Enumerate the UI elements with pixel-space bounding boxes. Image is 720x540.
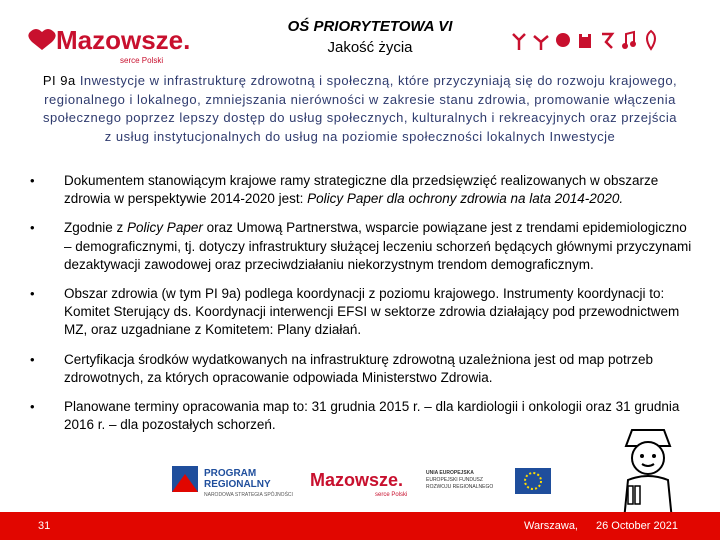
footer-wordmark: Mazowsze. bbox=[310, 470, 404, 490]
bullet-text: Planowane terminy opracowania map to: 31 grudnia 2015 r. – dla kardiologii i onkologii oraz 31 grudnia 2016 r. – dla pozostałych schorzeń. bbox=[64, 399, 680, 433]
bullet-item bbox=[30, 351, 695, 387]
logo-tagline: serce Polski bbox=[120, 56, 164, 65]
pi-lead: PI 9a bbox=[42, 73, 76, 88]
ballet-icon bbox=[598, 28, 616, 52]
bullet-text: Obszar zdrowia (w tym PI 9a) podlega koordynacji z poziomu krajowego. Instrumenty koordynacji to: Komitet Sterujący ds. Koordynacji interwencji EFSI w sektorze zdrowia działający pod przewodnictwem MZ, oraz uzgadniane z Komitetem: Plany działań. bbox=[64, 286, 680, 338]
microscope-icon bbox=[554, 28, 572, 52]
logo-wordmark: Mazowsze. bbox=[56, 25, 191, 55]
runner-icon bbox=[510, 28, 528, 52]
bullet-text-cont: oraz Umową Partnerstwa, wsparcie powiązane jest z trendami epidemiologiczno – demograficznymi, tj. dotyczy infrastruktury służącej leczeniu schorzeń będących głównymi przyczynami dezaktywacji zawodowej oraz przeciwdziałaniu niekorzystnym trendom demograficznym. bbox=[64, 220, 692, 272]
footer-tagline: serce Polski bbox=[375, 492, 408, 498]
bullet-item bbox=[30, 219, 695, 274]
program-regionalny-logo bbox=[172, 466, 293, 498]
eu-line3: ROZWOJU REGIONALNEGO bbox=[426, 484, 494, 490]
program-sub-label: NARODOWA STRATEGIA SPÓJNOŚCI bbox=[204, 492, 293, 498]
nurse-illustration bbox=[598, 420, 698, 520]
tree-icon bbox=[532, 28, 550, 52]
pictogram-row bbox=[510, 28, 690, 56]
castle-icon bbox=[576, 28, 594, 52]
bullet-text: Dokumentem stanowiącym krajowe ramy strategiczne dla przedsięwzięć realizowanych w obszarze zdrowia w perspektywie 2014-2020 jest: bbox=[64, 173, 659, 207]
funding-logos bbox=[170, 462, 560, 504]
slide-title: OŚ PRIORYTETOWA VI bbox=[287, 18, 453, 35]
bullet-list bbox=[30, 172, 695, 445]
eu-line2: EUROPEJSKI FUNDUSZ bbox=[426, 477, 483, 483]
bullet-text: Zgodnie z bbox=[64, 220, 128, 236]
footer-date: 26 October 2021 bbox=[596, 520, 678, 532]
pi-description bbox=[40, 72, 680, 146]
page-number: 31 bbox=[38, 520, 51, 532]
bullet-italic: Policy Paper dla ochrony zdrowia na lata 2014-2020. bbox=[307, 191, 624, 207]
slide-subtitle: Jakość życia bbox=[327, 39, 413, 56]
eu-logo bbox=[426, 468, 551, 494]
mazowsze-footer-logo bbox=[310, 470, 407, 498]
music-icon bbox=[620, 28, 638, 52]
heart-icon bbox=[28, 29, 55, 50]
bullet-item bbox=[30, 285, 695, 340]
slide-header bbox=[230, 18, 510, 60]
leaf-icon bbox=[642, 28, 660, 52]
bullet-item bbox=[30, 398, 695, 434]
bullet-text: Certyfikacja środków wydatkowanych na infrastrukturę zdrowotną uzależniona jest od map potrzeb zdrowotnych, za których opracowanie odpowiada Ministerstwo Zdrowia. bbox=[64, 351, 654, 385]
eu-line1: UNIA EUROPEJSKA bbox=[426, 470, 474, 476]
program-label: PROGRAM bbox=[204, 468, 257, 479]
regionalny-label: REGIONALNY bbox=[204, 479, 271, 490]
footer-city: Warszawa, bbox=[524, 520, 578, 532]
bullet-italic: Policy Paper bbox=[127, 220, 203, 236]
pi-text: Inwestycje w infrastrukturę zdrowotną i społeczną, które przyczyniają się do rozwoju krajowego, regionalnego i lokalnego, zmniejszania nierówności w zakresie stanu zdrowia, promowanie włączenia społecznego poprzez lepszy dostęp do usług społecznych, kulturalnych i rekreacyjnych oraz przejścia z usług instytucjonalnych do usług na poziomie społeczności lokalnych Inwestycje bbox=[42, 73, 678, 144]
footer-bar bbox=[0, 512, 720, 540]
eu-flag-icon bbox=[515, 468, 551, 494]
bullet-item bbox=[30, 172, 695, 208]
